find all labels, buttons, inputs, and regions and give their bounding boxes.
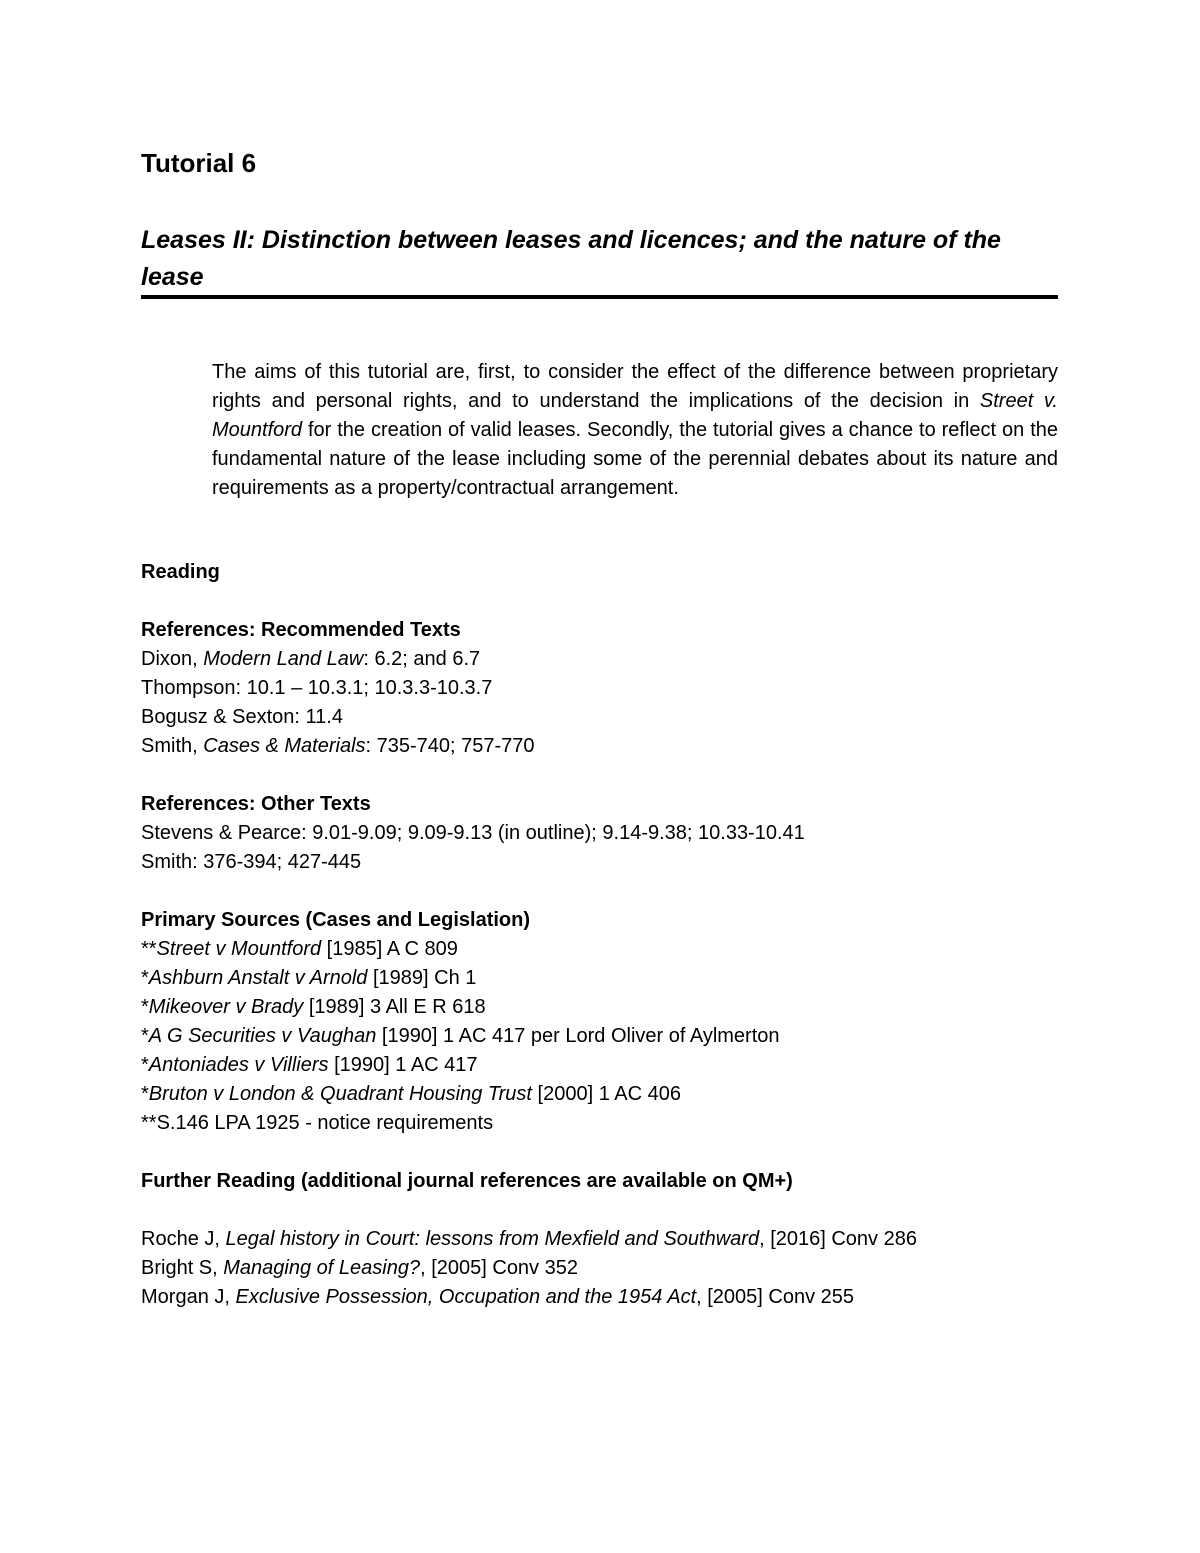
primary-sources-heading: Primary Sources (Cases and Legislation) <box>141 909 531 931</box>
further-reading-heading: Further Reading (additional journal references are available on QM+) <box>141 1170 793 1192</box>
reference-item: Bogusz & Sexton: 11.4 <box>141 706 343 728</box>
reading-heading: Reading <box>141 561 220 583</box>
journal-item: Roche J, Legal history in Court: lessons from Mexfield and Southward, [2016] Conv 286 <box>141 1228 917 1250</box>
case-item: *Bruton v London & Quadrant Housing Trust [2000] 1 AC 406 <box>141 1083 681 1105</box>
reference-item: Smith, Cases & Materials: 735-740; 757-770 <box>141 735 535 757</box>
journal-item: Bright S, Managing of Leasing?, [2005] Conv 352 <box>141 1257 578 1279</box>
aims-paragraph <box>212 358 1058 503</box>
case-item: *Antoniades v Villiers [1990] 1 AC 417 <box>141 1054 478 1076</box>
page-subtitle: Leases II: Distinction between leases and licences; and the nature of the lease <box>141 226 1001 291</box>
reference-item: Thompson: 10.1 – 10.3.1; 10.3.3-10.3.7 <box>141 677 493 699</box>
reference-item: Stevens & Pearce: 9.01-9.09; 9.09-9.13 (in outline); 9.14-9.38; 10.33-10.41 <box>141 822 805 844</box>
legislation-item: **S.146 LPA 1925 - notice requirements <box>141 1112 494 1134</box>
case-item: *Mikeover v Brady [1989] 3 All E R 618 <box>141 996 486 1018</box>
case-item: *Ashburn Anstalt v Arnold [1989] Ch 1 <box>141 967 477 989</box>
journal-item: Morgan J, Exclusive Possession, Occupation and the 1954 Act, [2005] Conv 255 <box>141 1286 855 1308</box>
title-rule <box>141 295 1058 299</box>
aims-text-1: The aims of this tutorial are, first, to consider the effect of the difference between proprietary rights and personal rights, and to understand the implications of the decision in <box>212 361 1058 412</box>
reference-item: Dixon, Modern Land Law: 6.2; and 6.7 <box>141 648 481 670</box>
recommended-texts-heading: References: Recommended Texts <box>141 619 461 641</box>
case-item: *A G Securities v Vaughan [1990] 1 AC 417 per Lord Oliver of Aylmerton <box>141 1025 780 1047</box>
reading-section <box>141 558 1058 1312</box>
other-texts-heading: References: Other Texts <box>141 793 371 815</box>
page-title: Tutorial 6 <box>141 148 257 178</box>
aims-text-2: for the creation of valid leases. Secondly, the tutorial gives a chance to reflect on the fundamental nature of the lease including some of the perennial debates about its nature and requirements as a property/contractual arrangement. <box>212 419 1058 499</box>
aims-case-name: Street v. Mountford <box>212 390 1058 441</box>
reference-item: Smith: 376-394; 427-445 <box>141 851 362 873</box>
case-item: **Street v Mountford [1985] A C 809 <box>141 938 458 960</box>
